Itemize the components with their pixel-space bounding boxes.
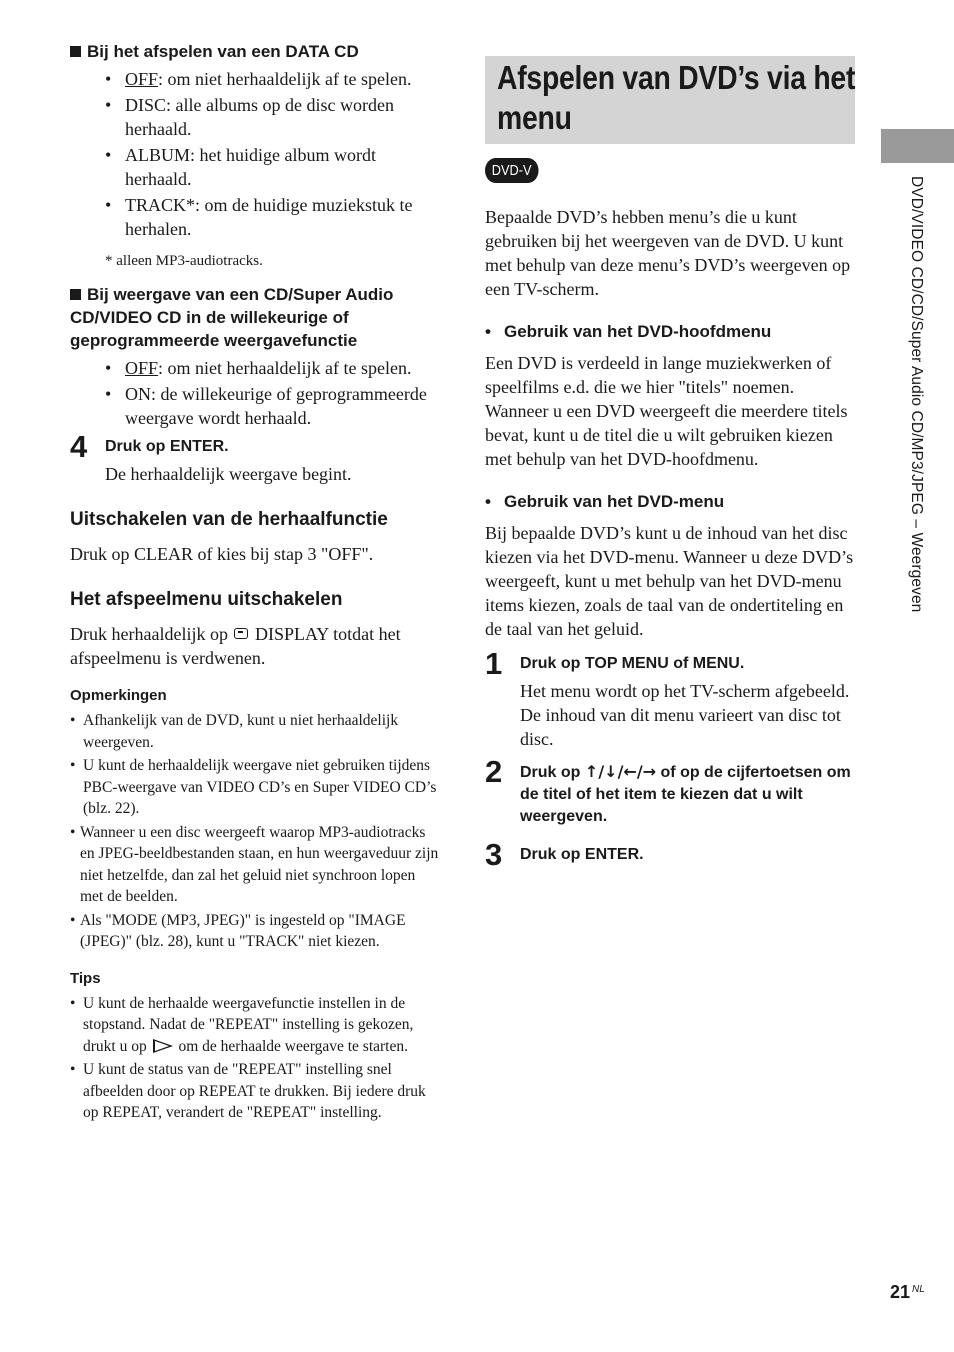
list-item: • TRACK*: om de huidige muziekstuk te herhalen.: [105, 195, 413, 239]
repeat-off-body: Druk op CLEAR of kies bij stap 3 "OFF".: [70, 544, 374, 564]
step-body: De herhaaldelijk weergave begint.: [105, 464, 352, 484]
step-body: Het menu wordt op het TV-scherm afgebeeld. De inhoud van dit menu varieert van disc tot disc.: [520, 681, 850, 749]
section-title: Afspelen van DVD’s via het menu: [497, 59, 856, 136]
list-item: • ON: de willekeurige of geprogrammeerde weergave wordt herhaald.: [105, 384, 427, 428]
intro-text: Bepaalde DVD’s hebben menu’s die u kunt gebruiken bij het weergeven van de DVD. U kunt met behulp van deze menu’s DVD’s weergeven op een TV-scherm.: [485, 207, 851, 299]
square-bullet-icon: [70, 289, 81, 300]
notes-list: [70, 710, 440, 953]
display-button-icon: [234, 628, 248, 639]
dvd-top-menu-heading: • Gebruik van het DVD-hoofdmenu: [485, 322, 772, 341]
data-cd-heading: Bij het afspelen van een DATA CD: [70, 40, 440, 63]
step-title: Druk op ↑/↓/←/→ of op de cijfertoetsen om de titel of het item te kiezen dat u wilt weergeven.: [520, 762, 851, 825]
note-item: • Wanneer u een disc weergeeft waarop MP3-audiotracks en JPEG-beeldbestanden staan, en hun weergaveduur zijn niet hetzelfde, dan zal het geluid niet synchroon lopen met de beelden.: [70, 823, 439, 905]
chapter-side-label: DVD/VIDEO CD/CD/Super Audio CD/MP3/JPEG – Weergeven: [908, 176, 925, 613]
step-4: [70, 429, 440, 486]
menu-off-body: Druk herhaaldelijk op DISPLAY totdat het afspeelmenu is verdwenen.: [70, 624, 401, 668]
data-cd-options: [70, 67, 440, 241]
list-item: • OFF: om niet herhaaldelijk af te spelen.: [105, 69, 412, 89]
step-number: 4: [70, 429, 88, 464]
step-1: [485, 646, 855, 751]
step-title: Druk op ENTER.: [105, 438, 229, 455]
tips-list: [70, 993, 440, 1124]
tip-item: • U kunt de herhaalde weergavefunctie instellen in de stopstand. Nadat de "REPEAT" instelling is gekozen, drukt u op om de herhaalde weergave te starten.: [70, 994, 414, 1055]
page-number: 21 $^{NL}$: [890, 1282, 925, 1302]
step-number: 2: [485, 754, 503, 789]
dvd-menu-heading: • Gebruik van het DVD-menu: [485, 492, 725, 511]
note-item: • U kunt de herhaaldelijk weergave niet gebruiken tijdens PBC-weergave van VIDEO CD’s en Super VIDEO CD’s (blz. 22).: [70, 757, 437, 817]
step-title: Druk op ENTER.: [520, 846, 644, 863]
note-item: • Afhankelijk van de DVD, kunt u niet herhaaldelijk weergeven.: [70, 712, 399, 751]
footnote: * alleen MP3-audiotracks.: [105, 253, 263, 269]
list-item: • DISC: alle albums op de disc worden herhaald.: [105, 95, 394, 139]
dvd-top-menu-body: Een DVD is verdeeld in lange muziekwerken of speelfilms e.d. die we hier "titels" noemen. Wanneer u een DVD weergeeft die meerdere titels bevat, kunt u de titel die u wilt gebruiken kiezen met behulp van het DVD-hoofdmenu.: [485, 353, 848, 469]
dvd-v-badge: DVD-V: [485, 158, 538, 183]
step-3: [485, 837, 855, 872]
arrow-keys-icon: ↑/↓/←/→: [584, 762, 657, 781]
repeat-off-heading: Uitschakelen van de herhaalfunctie: [70, 509, 388, 530]
chapter-tab: [881, 129, 954, 163]
step-number: 3: [485, 837, 503, 872]
list-item: • ALBUM: het huidige album wordt herhaald.: [105, 145, 376, 189]
section-title-box: [485, 56, 855, 144]
right-column: [485, 56, 856, 872]
shuffle-program-options: [70, 356, 440, 430]
square-bullet-icon: [70, 46, 81, 57]
step-number: 1: [485, 646, 503, 681]
left-column: [70, 40, 440, 1126]
step-2: [485, 754, 855, 828]
shuffle-program-heading: Bij weergave van een CD/Super Audio CD/VIDEO CD in de willekeurige of geprogrammeerde weergavefunctie: [70, 285, 394, 350]
note-item: • Als "MODE (MP3, JPEG)" is ingesteld op "IMAGE (JPEG)" (blz. 28), kunt u "TRACK" niet kiezen.: [70, 911, 406, 950]
step-title: Druk op TOP MENU of MENU.: [520, 655, 745, 672]
menu-off-heading: Het afspeelmenu uitschakelen: [70, 589, 343, 610]
notes-heading: Opmerkingen: [70, 687, 167, 704]
dvd-menu-body: Bij bepaalde DVD’s kunt u de inhoud van het disc kiezen via het DVD-menu. Wanneer u deze DVD’s weergeeft, kunt u met behulp van het DVD-menu items kiezen, zoals de taal van de ondertiteling en de taal van het geluid.: [485, 523, 854, 639]
tip-item: • U kunt de status van de "REPEAT" instelling snel afbeelden door op REPEAT te drukken. Bij iedere druk op REPEAT, verandert de "REPEAT" instelling.: [70, 1061, 426, 1121]
list-item: • OFF: om niet herhaaldelijk af te spelen.: [105, 358, 412, 378]
play-button-icon: [153, 1039, 173, 1053]
tips-heading: Tips: [70, 969, 101, 987]
